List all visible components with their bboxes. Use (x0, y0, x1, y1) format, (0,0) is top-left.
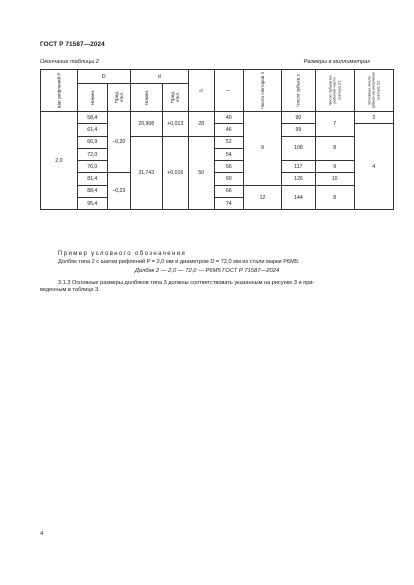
D-nom-cell: 66,9 (77, 136, 107, 148)
header-d: d (130, 70, 188, 84)
pitch-cell: 2,0 (41, 112, 78, 210)
z1-cell: 9 (315, 161, 354, 173)
table-row (41, 173, 394, 185)
header-D: D (77, 70, 130, 84)
n-cell: 12 (243, 185, 281, 210)
header-d-nom: Номин. (130, 84, 162, 112)
page-number: 4 (40, 531, 44, 537)
l-cell: 60 (214, 173, 243, 185)
D-nom-cell: 76,0 (77, 161, 107, 173)
paragraph-continuation: веденным в таблице 3. (40, 287, 100, 293)
z1-cell: 10 (315, 173, 354, 185)
D-dev-cell: −0,23 (107, 173, 130, 210)
l-cell: 40 (214, 112, 243, 124)
z-cell: 108 (282, 136, 315, 161)
table-caption: Окончание таблицы 2 (40, 59, 100, 65)
z-cell: 144 (282, 185, 315, 210)
d-dev-cell: +0,016 (162, 136, 188, 210)
header-d-dev: Пред. откл. (162, 84, 188, 112)
D-nom-cell: 61,4 (77, 124, 107, 136)
header-z: Число зубьев z (282, 70, 315, 112)
l-cell: 66 (214, 185, 243, 197)
z1-cell: 8 (315, 136, 354, 161)
D-nom-cell: 95,4 (77, 198, 107, 210)
l-cell: 74 (214, 198, 243, 210)
z-cell: 126 (282, 173, 315, 185)
z2-cell: 3 (354, 112, 393, 124)
l1-cell: 28 (188, 112, 214, 137)
header-pitch: Шаг рифлений P (41, 70, 78, 112)
D-nom-cell: 58,4 (77, 112, 107, 124)
D-nom-cell: 72,0 (77, 148, 107, 160)
l-cell: 52 (214, 136, 243, 148)
header-l: l (214, 70, 243, 112)
z-cell: 99 (282, 124, 315, 136)
header-z2: Условное число зубьев на неполном секторе Z2 (354, 70, 393, 112)
header-l1: l1 (188, 70, 214, 112)
header-n-sectors: Число секторов n (243, 70, 281, 112)
document-header: ГОСТ Р 71587—2024 (40, 41, 105, 48)
D-nom-cell: 81,4 (77, 173, 107, 185)
l1-cell: 50 (188, 136, 214, 210)
d-nom-cell: 20,908 (130, 112, 162, 137)
z1-cell: 7 (315, 112, 354, 137)
example-text: Долбяк типа 2 с шагом рифлений P = 2,0 мм и диаметром D = 72,0 мм из стали марки Р6М5: (58, 259, 300, 265)
n-cell: 9 (243, 112, 281, 186)
table-row (41, 185, 394, 197)
d-nom-cell: 31,743 (130, 136, 162, 210)
z1-cell: 8 (315, 185, 354, 210)
example-designation: Долбяк 2 — 2,0 — 72,0 — Р6М5 ГОСТ Р 71587—2024 (134, 268, 280, 274)
header-z1: Число зубьев на рабочей части сектора Z1 (315, 70, 354, 112)
table-row (41, 112, 394, 124)
z-cell: 90 (282, 112, 315, 124)
dimensions-table (40, 69, 394, 210)
z-cell: 117 (282, 161, 315, 173)
d-dev-cell: +0,013 (162, 112, 188, 137)
table-row (41, 161, 394, 173)
units-note: Размеры в миллиметрах (303, 59, 370, 65)
l-cell: 54 (214, 148, 243, 160)
header-D-dev: Пред. откл. (107, 84, 130, 112)
z2-cell: 4 (354, 124, 393, 210)
D-nom-cell: 88,4 (77, 185, 107, 197)
table-row (41, 136, 394, 148)
example-title: Пример условного обозначения (58, 251, 187, 257)
l-cell: 56 (214, 161, 243, 173)
l-cell: 46 (214, 124, 243, 136)
D-dev-cell: −0,20 (107, 112, 130, 173)
paragraph-3-1-3: 3.1.3 Основные размеры долбяков типа 3 должны соответствовать указанным на рисунке 3 и при- (58, 280, 315, 286)
header-D-nom: Номин. (77, 84, 107, 112)
